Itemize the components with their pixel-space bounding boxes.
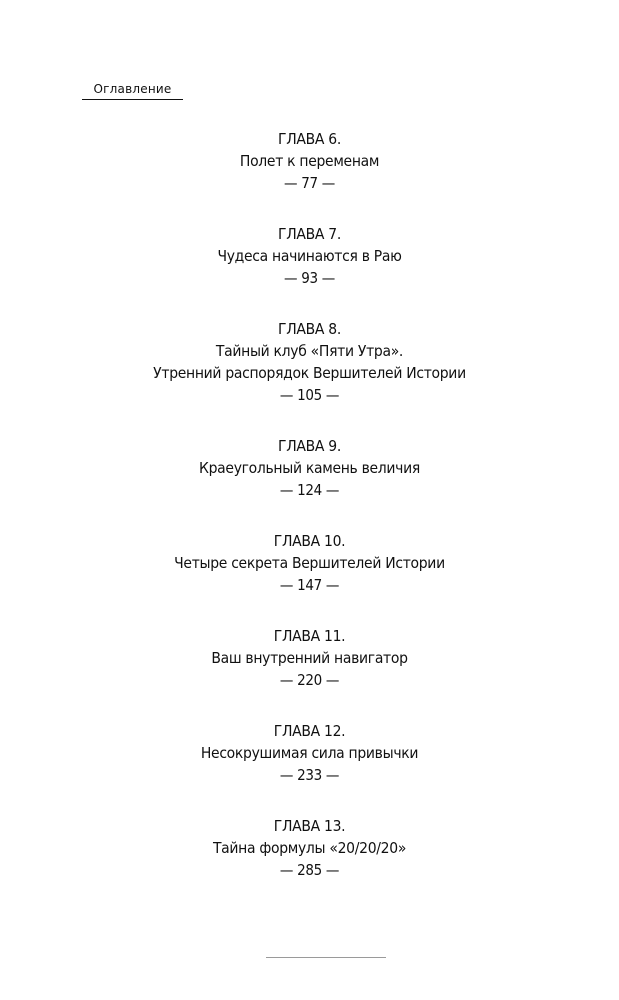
- chapter-label: ГЛАВА 10.: [273, 532, 346, 550]
- table-of-contents: [0, 128, 619, 910]
- chapter-title: Четыре секрета Вершителей Истории: [174, 554, 445, 572]
- toc-entry-chapter-6[interactable]: [0, 128, 619, 223]
- chapter-page-number: — 220 —: [279, 671, 340, 689]
- chapter-label: ГЛАВА 13.: [273, 817, 346, 835]
- chapter-label: ГЛАВА 11.: [273, 627, 346, 645]
- chapter-title: Ваш внутренний навигатор: [211, 649, 408, 667]
- running-head: Оглавление: [82, 82, 183, 100]
- chapter-page-number: — 77 —: [284, 174, 335, 192]
- chapter-page-number: — 93 —: [284, 269, 335, 287]
- toc-entry-chapter-11[interactable]: [0, 625, 619, 720]
- chapter-page-number: — 105 —: [279, 386, 340, 404]
- chapter-label: ГЛАВА 8.: [278, 320, 341, 338]
- chapter-title: Краеугольный камень величия: [199, 459, 420, 477]
- toc-entry-chapter-7[interactable]: [0, 223, 619, 318]
- chapter-page-number: — 147 —: [279, 576, 340, 594]
- toc-entry-chapter-9[interactable]: [0, 435, 619, 530]
- bottom-divider: [266, 957, 386, 958]
- chapter-title: Полет к переменам: [239, 152, 380, 170]
- chapter-title: Несокрушимая сила привычки: [200, 744, 419, 762]
- chapter-label: ГЛАВА 9.: [278, 437, 341, 455]
- chapter-page-number: — 233 —: [279, 766, 340, 784]
- chapter-page-number: — 285 —: [279, 861, 340, 879]
- chapter-title: Чудеса начинаются в Раю: [217, 247, 402, 265]
- chapter-title: Тайный клуб «Пяти Утра».: [215, 342, 404, 360]
- toc-entry-chapter-13[interactable]: [0, 815, 619, 910]
- toc-entry-chapter-12[interactable]: [0, 720, 619, 815]
- toc-entry-chapter-10[interactable]: [0, 530, 619, 625]
- chapter-label: ГЛАВА 7.: [278, 225, 341, 243]
- chapter-page-number: — 124 —: [279, 481, 340, 499]
- chapter-label: ГЛАВА 12.: [273, 722, 346, 740]
- chapter-title: Тайна формулы «20/20/20»: [212, 839, 407, 857]
- chapter-title-line-2: Утренний распорядок Вершителей Истории: [153, 364, 466, 382]
- toc-entry-chapter-8[interactable]: [0, 318, 619, 435]
- chapter-label: ГЛАВА 6.: [278, 130, 341, 148]
